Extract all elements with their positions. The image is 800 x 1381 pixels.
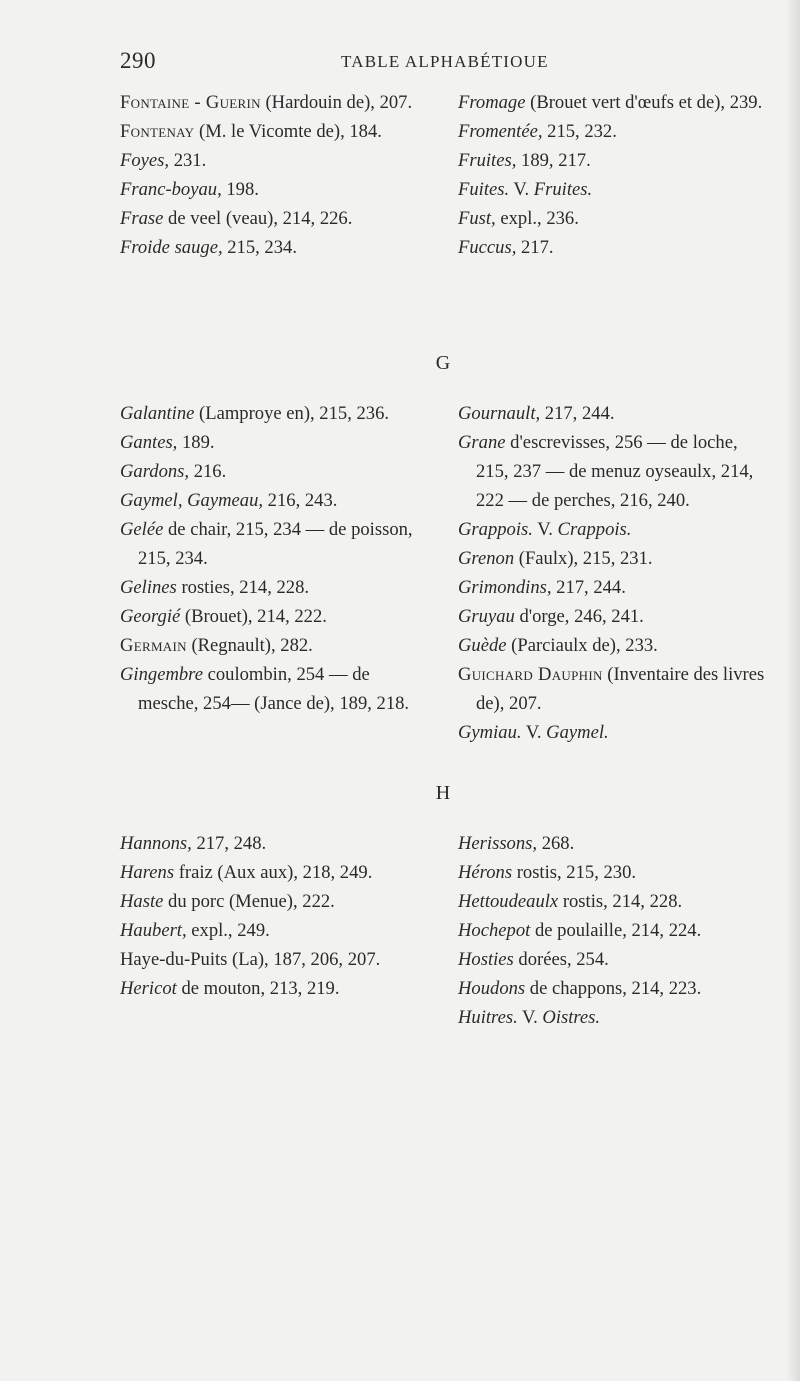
entry-text: (Brouet), 214, 222.	[180, 606, 327, 627]
entry-headword-smallcaps: Guichard Dauphin	[458, 664, 603, 685]
entry-headword: Fruites,	[458, 150, 517, 171]
page-number: 290	[120, 48, 156, 73]
index-entry	[458, 858, 768, 887]
entry-text: V.	[517, 1007, 543, 1028]
entry-headword: Gardons,	[120, 461, 190, 482]
index-entry	[458, 718, 768, 747]
entry-text: d'escrevisses, 256 — de loche, 215, 237 — de menuz oyseaulx, 214, 222 — de perches, 216, 240.	[476, 432, 754, 511]
index-entry	[458, 515, 768, 544]
index-entry	[458, 573, 768, 602]
index-entry	[120, 204, 428, 233]
entry-cross-reference: Fruites.	[533, 179, 593, 200]
index-entry	[120, 602, 428, 631]
index-entry	[120, 88, 428, 117]
index-entry	[120, 573, 428, 602]
entry-headword: Gymiau.	[458, 722, 522, 743]
entry-headword: Gruyau	[458, 606, 515, 627]
index-entry	[458, 204, 768, 233]
index-entry	[120, 117, 428, 146]
index-entry	[120, 887, 428, 916]
entry-headword: Fuccus,	[458, 237, 517, 258]
entry-headword: Hettoudeaulx	[458, 891, 559, 912]
entry-headword-smallcaps: Germain	[120, 635, 187, 656]
entry-text: de chappons, 214, 223.	[525, 978, 702, 999]
section-letter-h: H	[435, 782, 451, 804]
entry-cross-reference: Crappois.	[557, 519, 632, 540]
index-entry	[458, 660, 768, 718]
section-g-right-column	[458, 399, 768, 747]
entry-text: rostis, 215, 230.	[512, 862, 637, 883]
index-entry	[458, 117, 768, 146]
entry-text: 216, 243.	[263, 490, 338, 511]
entry-text: (Faulx), 215, 231.	[514, 548, 653, 569]
entry-headword: Gelines	[120, 577, 177, 598]
entry-text: de poulaille, 214, 224.	[530, 920, 702, 941]
index-entry	[458, 428, 768, 515]
running-title: TABLE ALPHABÉTIOUE	[341, 52, 549, 71]
entry-text: 217, 248.	[191, 833, 267, 854]
index-entry	[458, 146, 768, 175]
index-entry	[458, 1003, 768, 1032]
entry-text: (Hardouin de), 207.	[260, 92, 413, 113]
entry-text: 189, 217.	[516, 150, 591, 171]
entry-headword: Froide sauge,	[120, 237, 223, 258]
entry-text: 216.	[189, 461, 227, 482]
index-entry	[120, 916, 428, 945]
index-entry	[458, 175, 768, 204]
entry-text: expl., 236.	[495, 208, 579, 229]
entry-cross-reference: Oistres.	[542, 1007, 601, 1028]
index-entry	[458, 974, 768, 1003]
entry-headword-smallcaps: Fontenay	[120, 121, 195, 142]
entry-text: 268.	[537, 833, 575, 854]
entry-headword-smallcaps: Fontaine - Guerin	[120, 92, 261, 113]
entry-headword: Franc-boyau,	[120, 179, 222, 200]
index-entry	[458, 602, 768, 631]
entry-headword: Georgié	[120, 606, 181, 627]
index-entry	[120, 457, 428, 486]
index-entry	[120, 486, 428, 515]
entry-text: dorées, 254.	[513, 949, 609, 970]
entry-text: rosties, 214, 228.	[176, 577, 310, 598]
section-h-left-column	[120, 829, 428, 1003]
entry-text: V.	[521, 722, 547, 743]
entry-headword: Grenon	[458, 548, 515, 569]
index-entry	[120, 399, 428, 428]
index-entry	[458, 945, 768, 974]
index-entry	[120, 974, 428, 1003]
entry-headword: Galantine	[120, 403, 195, 424]
entry-headword: Haubert,	[120, 920, 187, 941]
entry-text: de veel (veau), 214, 226.	[163, 208, 353, 229]
index-entry	[120, 858, 428, 887]
entry-text: fraiz (Aux aux), 218, 249.	[174, 862, 373, 883]
section-f-right-column	[458, 88, 768, 262]
entry-headword: Haste	[120, 891, 164, 912]
index-entry	[120, 515, 428, 573]
section-letter-g: G	[435, 352, 451, 374]
entry-headword: Fust,	[458, 208, 496, 229]
index-entry	[120, 146, 428, 175]
entry-cross-reference: Gaymel.	[546, 722, 609, 743]
index-entry	[458, 233, 768, 262]
entry-headword: Gantes,	[120, 432, 178, 453]
entry-text: (Inventaire des livres de), 207.	[476, 664, 765, 714]
entry-headword: Fromage	[458, 92, 526, 113]
entry-text: 215, 234.	[222, 237, 297, 258]
entry-text: 231.	[169, 150, 207, 171]
entry-headword: Grappois.	[458, 519, 533, 540]
entry-headword: Gingembre	[120, 664, 203, 685]
entry-text: du porc (Menue), 222.	[163, 891, 335, 912]
entry-headword: Hannons,	[120, 833, 192, 854]
index-entry	[458, 544, 768, 573]
entry-headword: Houdons	[458, 978, 526, 999]
index-entry	[120, 175, 428, 204]
entry-text: (Lamproye en), 215, 236.	[194, 403, 390, 424]
index-entry	[120, 428, 428, 457]
entry-text: (Parciaulx de), 233.	[506, 635, 658, 656]
page-header	[0, 48, 800, 78]
index-entry	[458, 399, 768, 428]
entry-headword: Hosties	[458, 949, 514, 970]
entry-headword: Foyes,	[120, 150, 170, 171]
entry-text: (Brouet vert d'œufs et de), 239.	[525, 92, 763, 113]
entry-text: de mouton, 213, 219.	[176, 978, 340, 999]
entry-text: 215, 232.	[542, 121, 617, 142]
entry-headword: Hericot	[120, 978, 177, 999]
entry-text: coulombin, 254 — de mesche, 254— (Jance de), 189, 218.	[138, 664, 410, 714]
entry-headword: Gelée	[120, 519, 164, 540]
entry-text: Haye-du-Puits (La), 187, 206, 207.	[120, 949, 381, 970]
entry-text: (M. le Vicomte de), 184.	[194, 121, 382, 142]
entry-text: 189.	[177, 432, 215, 453]
index-entry	[120, 233, 428, 262]
index-entry	[458, 916, 768, 945]
entry-headword: Huitres.	[458, 1007, 518, 1028]
index-entry	[120, 660, 428, 718]
index-entry	[120, 631, 428, 660]
entry-headword: Gournault,	[458, 403, 541, 424]
entry-text: d'orge, 246, 241.	[514, 606, 644, 627]
index-entry	[458, 829, 768, 858]
index-entry	[458, 88, 768, 117]
entry-text: V.	[532, 519, 558, 540]
entry-headword: Fuites.	[458, 179, 510, 200]
entry-text: 217, 244.	[540, 403, 615, 424]
section-f-left-column	[120, 88, 428, 262]
entry-text: (Regnault), 282.	[186, 635, 313, 656]
entry-headword: Hérons	[458, 862, 513, 883]
entry-text: de chair, 215, 234 — de poisson, 215, 234.	[138, 519, 413, 569]
section-g-left-column	[120, 399, 428, 718]
index-entry	[458, 887, 768, 916]
index-entry	[458, 631, 768, 660]
entry-text: 217.	[516, 237, 554, 258]
page-edge-shadow	[786, 0, 800, 1381]
entry-headword: Grimondins,	[458, 577, 552, 598]
entry-headword: Guède	[458, 635, 507, 656]
entry-headword: Herissons,	[458, 833, 538, 854]
entry-text: 217, 244.	[551, 577, 626, 598]
entry-text: rostis, 214, 228.	[558, 891, 683, 912]
entry-headword: Hochepot	[458, 920, 531, 941]
entry-text: expl., 249.	[186, 920, 270, 941]
entry-headword: Grane	[458, 432, 506, 453]
entry-headword: Frase	[120, 208, 164, 229]
entry-headword: Gaymel, Gaymeau,	[120, 490, 264, 511]
index-entry	[120, 829, 428, 858]
section-h-right-column	[458, 829, 768, 1032]
entry-text: 198.	[221, 179, 259, 200]
entry-headword: Fromentée,	[458, 121, 543, 142]
index-entry	[120, 945, 428, 974]
entry-headword: Harens	[120, 862, 175, 883]
entry-text: V.	[509, 179, 534, 200]
